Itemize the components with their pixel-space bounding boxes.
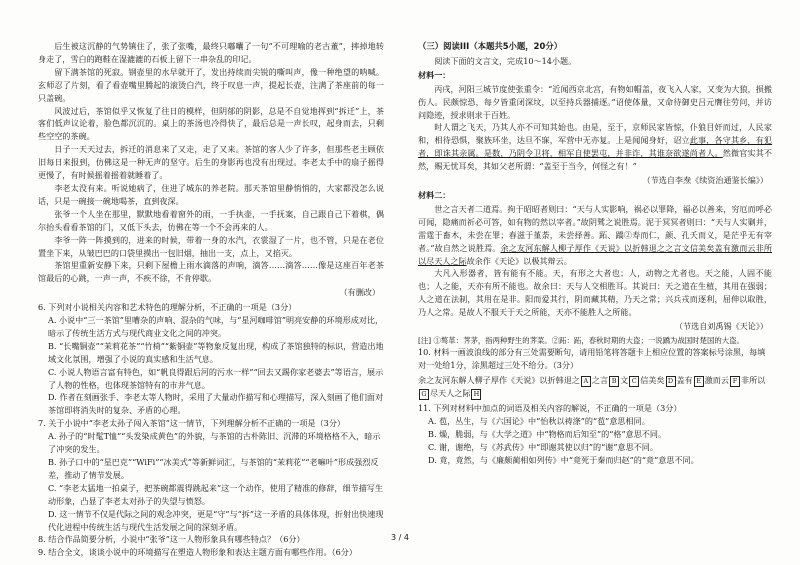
- answer-box-f[interactable]: F: [730, 376, 740, 387]
- question-6: [38, 301, 384, 417]
- material-2-paragraph: 大凡入形器者，皆有能有不能。天，有形之大者也；人，动物之尤者也。天之能，人固不能也；人之能，天亦有所不能也。故余曰：天与人交相胜耳。其说曰：天之道在生植，其用在强弱；人之道在法制，其用在是非。阳而爱其行，阴而藏其精，乃天之常；兴兵戎而逐利，屈伸以取胜，乃人之常。是故人不服天于天之所能，天亦不能胜人之所能。: [418, 268, 772, 318]
- text-run: 故余作《天论》以极其辩云。: [466, 255, 572, 266]
- material-1-title: 材料一：: [418, 69, 451, 80]
- answer-box-c[interactable]: C: [629, 376, 639, 387]
- question-stem: 6. 下列对小说相关内容和艺术特色的理解分析，不正确的一项是（3分）: [38, 302, 297, 313]
- option-b: B. 孙子口中的“星巴克”“WiFi”“冰美式”等新鲜词汇，与茶馆的“茉莉花”“老嘛叶”形成强烈反差，推动了情节发展。: [48, 457, 379, 480]
- material-1-source: （节选自李焘《续资治通鉴长编》）: [642, 175, 768, 186]
- left-column: [38, 40, 384, 559]
- text-run: 激而云: [704, 375, 729, 386]
- answer-box-g[interactable]: G: [419, 389, 429, 400]
- story-paragraph: 茶馆里重新安静下来，只剩下屋檐上雨水滴落的声响，滴答……滴答……像是这座百年老茶馆最后的心跳，一声一声，不疾不徐，不肯停歇。: [38, 260, 384, 284]
- question-10-stem: 10. 材料一画波浪线的部分有三处需要断句，请用铅笔将答题卡上相应位置的答案标号涂黑，每填对一处给1分，涂黑超过三处不给分。（3分）: [418, 347, 766, 371]
- underlined-sentence: 此事，各守其乡，有犯者，即诛其亲属。是数，乃阴令卫将，相军自使罢屯，: [418, 135, 772, 159]
- story-paragraph: 风波过后，茶馆似乎又恢复了往日的模样，但阴郁的阴影，总是不自觉地挥到“拆迁”上，茶客们低声议论着，脸色都沉沉的。桌上的茶汤也冷得快了，最后总是一声长叹，起身而去，只剩些空空的茶碗。: [38, 105, 384, 142]
- option-a: A. 小说中“三一茶馆”里嘈杂的声响、混杂的气味，与“星河咖啡馆”明亮安静的环境形成对比，暗示了传统生活方式与现代商业文化之间的冲突。: [48, 315, 384, 338]
- answer-box-a[interactable]: A: [581, 376, 591, 387]
- text-run: 世之言天者二道焉。拘于昭昭者则曰：“天与人实影响，祸必以罪降，福必以善来，穷厄而呼必可闻，隐痛而祈必可答，如有物的然以宰者。”故阴骘之说胜焉。泥于冥冥者则曰：“天与人实剿并，雷霆于畜木，未尝在罪；春滋于堇荼，未尝择善。跖、蹻②寿而仁，颜、孔夭而义，是茫乎无有宰者。”故自然之说胜焉。: [418, 203, 772, 253]
- underlined-sentence: 并非诈，其谁奈欲遂尚者人。: [615, 148, 723, 159]
- question-7: [38, 417, 384, 533]
- text-run: 文: [620, 375, 629, 386]
- question-11-stem: 11. 下列对材料中加点的词语及相关内容的解说，不正确的一项是（3分）: [418, 403, 682, 414]
- text-run: 余之友河东解人柳子厚作《天说》以折韩退之: [418, 375, 580, 386]
- text-run: 信美矣: [640, 375, 665, 386]
- text-run: 尽天人之际: [430, 388, 471, 399]
- story-paragraph: 张爷一个人坐在那里，默默地看着窗外的雨，一手执壶，一手抚案，自己跟自己下着棋，偶尔抬头看看茶馆的门，又低下头去，仿佛在等一个不会再来的人。: [38, 208, 384, 232]
- text-run: 非所以: [741, 375, 766, 386]
- right-column: [418, 40, 772, 467]
- instruction: 阅读下面的文言文，完成10～14小题。: [434, 55, 577, 66]
- material-1-paragraph: [418, 121, 772, 173]
- page-number: 3 / 4: [391, 533, 409, 542]
- option-a: A. 孙子的“时髦T恤”“头发染成黄色”的外貌，与茶馆的古朴陈旧、沉滞的环境格格不入，暗示了冲突的发生。: [48, 431, 381, 455]
- option-a: A. 苞，丛生，与《六国论》中“怡秋以祷涤”的“苞”意思相同。: [428, 415, 650, 426]
- option-d: D. 竟，竟然，与《廉颇蔺相如列传》中“竟死于秦而归赵”的“竟”意思不同。: [428, 454, 699, 465]
- material-1-paragraph: 丙戌，河阳三城节度使张重令：“近闻西京北宫，有物如帽盖，夜飞入人家，又变为大狼，损搬伤人。民颇惊恐，每夕皆重闭深坟，以至持兵器捕逐。”诏使体量，又命待御史吕元膺往劳问，并访问隐迹，授求则求于百姓。: [418, 83, 772, 120]
- section-title: （三）阅读III（本题共5小题，20分）: [418, 41, 563, 51]
- wavy-underlined-passage: 余之友河东解人柳子厚作《天说》以折韩退之之言文信美矣盖有激而云非所以尽天人之际: [418, 242, 772, 266]
- text-run: 时人谓之飞天，乃其人亦不可知其始也。由是，至于，京师民家皆惊，仆狼目奸而过，人民家和，相待恐惧，聚族环坐，达旦不寐，军营中无亦复。上是闻闻身好，诏立: [418, 122, 772, 146]
- material-2-source: （节选自刘禹锡《天论》）: [674, 321, 768, 332]
- story-paragraph: 留下满茶馆的死寂。钢壶里的水早就开了，发出持续而尖锐的嘶叫声，像一种绝望的呐喊。玄师忍了片刻，看了看壶嘴里腾起的滚烫白汽，终于叹息一声，提起长壶，注满了茶座前的每一只盖碗。: [38, 66, 384, 103]
- option-b: B. “长嘴铜壶”“茉莉花茶”“竹椅”“紫铜壶”等物象反复出现，构成了茶馆独特的标识，营造出地域文化氛围，增强了小说的真实感和生活气息。: [48, 340, 384, 364]
- answer-box-h[interactable]: H: [471, 389, 481, 400]
- story-source: （有删改）: [339, 287, 380, 298]
- answer-box-e[interactable]: E: [694, 376, 704, 387]
- material-2-paragraph: [418, 203, 772, 268]
- annotation-note: [注] ①骜革：荠茅，指两种野生的荠菜。②跖：跖，春秋时期的大盗；一说蹻为战国时楚国的大盗。: [418, 335, 744, 345]
- story-passage: [38, 40, 384, 285]
- question-9: 9. 结合全文，谈谈小说中的环境描写在塑造人物形象和表达主题方面有哪些作用。（6分）: [38, 547, 357, 558]
- option-b: B. 燥，脆弱，与《大学之道》中“物格而后知至”的“格”意思不同。: [428, 428, 667, 439]
- text-run: 然微官实其不然，赐无忧耳矣，其如父老所谓：“盖至于当今，何怪之有！”: [418, 148, 772, 172]
- story-paragraph: 日子一天天过去，拆迁的消息来了又走，走了又来。茶馆的客人少了许多，但那些老主顾依旧每日来报到，仿佛这是一种无声的坚守。后生的身影再也没有出现过。李老太手中的扇子摇得更慢了，有时候摇着摇着就睡着了。: [38, 144, 384, 181]
- option-d: D. 这一情节不仅是代际之间的观念冲突，更是“守”与“拆”这一矛盾的具体体现，折射出快速现代化进程中传统生活与现代生活发展之间的深刻矛盾。: [48, 508, 384, 532]
- story-paragraph: 李爷一阵一阵摸到的，进来的时候，带着一身的水汽，衣裳湿了一片，也不管，只是在老位置坐下来，从皱巴巴的口袋里摸出一包旧烟，抽出一支，点上，又掐灭。: [38, 234, 384, 258]
- option-c: C. 谢，谢绝，与《苏武传》中“即谢其使以归”的“谢”意思不同。: [428, 441, 658, 452]
- story-paragraph: 李老太没有来。听说她病了，住进了城东的养老院。那天茶馆里静悄悄的，大家都没怎么说话，只是一碗接一碗地喝茶，直到夜深。: [38, 182, 384, 206]
- option-d: D. 作者在刻画张手、李老太等人物时，采用了大量动作描写和心理描写，深入刻画了他们面对茶馆即将消失时的复杂、矛盾的心理。: [48, 392, 384, 416]
- option-c: C. 小说人物语言富有特色，如“帆良得跟后河的污水一样”“回去又踢你家老婆去”等语言，展示了人物的性格，也体现茶馆特有的市井气息。: [48, 366, 384, 390]
- punctuation-options: [418, 374, 772, 400]
- text-run: 盖有: [676, 375, 693, 386]
- story-paragraph: 后生被这沉静的气势镇住了，张了张嘴，最终只嘟囔了一句“不可理喻的老古董”，摔掉地转身走了，雪白的跑鞋在湿漉漉的石板上留下一串杂乱的印记。: [38, 41, 384, 64]
- material-2-title: 材料二：: [418, 189, 451, 200]
- question-stem: 7. 关于小说中“李老太孙子闯入茶馆”这一情节，下列理解分析不正确的一项是（3分）: [38, 418, 346, 429]
- question-8: 8. 结合作品简要分析，小说中“张爷”这一人物形象具有哪些特点？（6分）: [38, 534, 305, 545]
- option-c: C. “李老太猛地一拍桌子，把茶碗都震得跳起来”这一个动作，使用了精准的修辞，细节描写生动形象，凸显了李老太对孙子的失望与愤怒。: [48, 482, 383, 506]
- text-run: 之言: [591, 375, 609, 386]
- answer-box-d[interactable]: D: [666, 376, 676, 387]
- answer-box-b[interactable]: B: [609, 376, 619, 387]
